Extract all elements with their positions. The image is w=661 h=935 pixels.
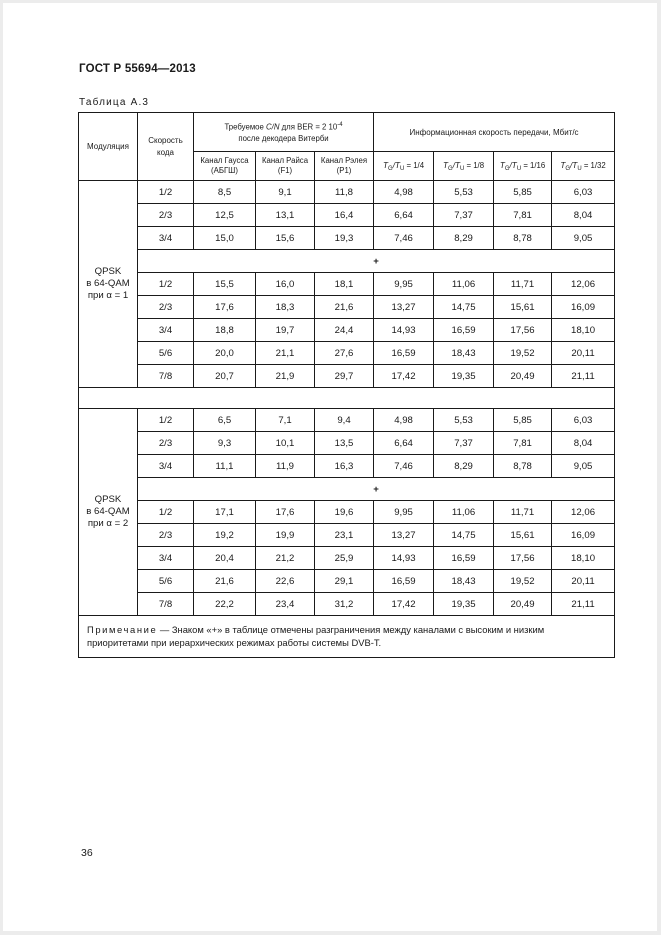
document-title: ГОСТ Р 55694—2013 xyxy=(79,63,196,75)
value-cell: 14,93 xyxy=(374,547,434,570)
table-row xyxy=(79,227,615,250)
header-code-rate xyxy=(138,113,194,181)
header-guard-interval-2: $T_G/T_U = 1/8$ xyxy=(434,152,494,181)
value-cell: 16,4 xyxy=(315,204,374,227)
group-separator-cell xyxy=(79,388,615,409)
modulation-cell xyxy=(79,181,138,388)
table-row xyxy=(79,181,615,204)
value-cell: 5,85 xyxy=(494,181,552,204)
group-separator-row xyxy=(79,388,615,409)
value-cell: 17,42 xyxy=(374,593,434,616)
value-cell: 11,06 xyxy=(434,501,494,524)
value-cell: 8,78 xyxy=(494,227,552,250)
value-cell: 17,56 xyxy=(494,319,552,342)
value-cell: 20,49 xyxy=(494,593,552,616)
value-cell: 11,06 xyxy=(434,273,494,296)
value-cell: 16,59 xyxy=(374,570,434,593)
table-row xyxy=(79,455,615,478)
value-cell: 8,04 xyxy=(552,432,615,455)
value-cell: 19,35 xyxy=(434,593,494,616)
header-channel-3: Канал Рэлея (P1) xyxy=(315,152,374,181)
value-cell: 20,11 xyxy=(552,570,615,593)
value-cell: 31,2 xyxy=(315,593,374,616)
code-rate-cell: 3/4 xyxy=(138,455,194,478)
table-row xyxy=(79,204,615,227)
value-cell: 12,06 xyxy=(552,501,615,524)
value-cell: 29,1 xyxy=(315,570,374,593)
value-cell: 13,5 xyxy=(315,432,374,455)
header-guard-interval-1: $T_G/T_U = 1/4$ xyxy=(374,152,434,181)
value-cell: 18,10 xyxy=(552,319,615,342)
value-cell: 9,05 xyxy=(552,455,615,478)
value-cell: 19,52 xyxy=(494,342,552,365)
value-cell: 6,64 xyxy=(374,432,434,455)
priority-separator-cell: + xyxy=(138,478,615,501)
value-cell: 19,35 xyxy=(434,365,494,388)
value-cell: 18,3 xyxy=(256,296,315,319)
code-rate-cell: 1/2 xyxy=(138,273,194,296)
code-rate-cell: 3/4 xyxy=(138,547,194,570)
value-cell: 21,2 xyxy=(256,547,315,570)
value-cell: 8,04 xyxy=(552,204,615,227)
header-guard-interval-4: $T_G/T_U = 1/32$ xyxy=(552,152,615,181)
value-cell: 11,71 xyxy=(494,273,552,296)
modulation-cell xyxy=(79,409,138,616)
value-cell: 5,53 xyxy=(434,181,494,204)
priority-separator-row xyxy=(79,478,615,501)
header-cn-required xyxy=(194,113,374,152)
value-cell: 11,1 xyxy=(194,455,256,478)
value-cell: 16,0 xyxy=(256,273,315,296)
value-cell: 19,3 xyxy=(315,227,374,250)
value-cell: 23,4 xyxy=(256,593,315,616)
value-cell: 20,7 xyxy=(194,365,256,388)
value-cell: 19,2 xyxy=(194,524,256,547)
code-rate-cell: 1/2 xyxy=(138,501,194,524)
table-row xyxy=(79,296,615,319)
page-number: 36 xyxy=(81,847,93,859)
value-cell: 17,42 xyxy=(374,365,434,388)
header-code-rate-text: Скорость кода xyxy=(148,135,183,157)
code-rate-cell: 2/3 xyxy=(138,296,194,319)
value-cell: 24,4 xyxy=(315,319,374,342)
value-cell: 9,4 xyxy=(315,409,374,432)
value-cell: 21,6 xyxy=(194,570,256,593)
value-cell: 7,81 xyxy=(494,432,552,455)
value-cell: 13,27 xyxy=(374,524,434,547)
value-cell: 16,09 xyxy=(552,524,615,547)
value-cell: 7,1 xyxy=(256,409,315,432)
note-cell xyxy=(79,616,615,658)
code-rate-cell: 7/8 xyxy=(138,593,194,616)
code-rate-cell: 3/4 xyxy=(138,319,194,342)
value-cell: 18,10 xyxy=(552,547,615,570)
value-cell: 13,1 xyxy=(256,204,315,227)
value-cell: 8,78 xyxy=(494,455,552,478)
modulation-line: QPSK xyxy=(94,494,122,505)
value-cell: 16,09 xyxy=(552,296,615,319)
code-rate-cell: 1/2 xyxy=(138,181,194,204)
value-cell: 18,43 xyxy=(434,570,494,593)
value-cell: 25,9 xyxy=(315,547,374,570)
value-cell: 20,4 xyxy=(194,547,256,570)
header-row xyxy=(79,113,615,152)
table-row xyxy=(79,501,615,524)
code-rate-cell: 2/3 xyxy=(138,432,194,455)
value-cell: 19,52 xyxy=(494,570,552,593)
value-cell: 22,6 xyxy=(256,570,315,593)
value-cell: 15,5 xyxy=(194,273,256,296)
value-cell: 4,98 xyxy=(374,409,434,432)
value-cell: 7,46 xyxy=(374,455,434,478)
value-cell: 17,6 xyxy=(194,296,256,319)
modulation-line: в 64-QAM xyxy=(86,278,130,289)
code-rate-cell: 2/3 xyxy=(138,524,194,547)
table-row xyxy=(79,273,615,296)
value-cell: 11,9 xyxy=(256,455,315,478)
priority-separator-cell: + xyxy=(138,250,615,273)
value-cell: 23,1 xyxy=(315,524,374,547)
table-row xyxy=(79,342,615,365)
value-cell: 21,1 xyxy=(256,342,315,365)
table-row xyxy=(79,524,615,547)
value-cell: 7,37 xyxy=(434,204,494,227)
value-cell: 27,6 xyxy=(315,342,374,365)
code-rate-cell: 1/2 xyxy=(138,409,194,432)
value-cell: 4,98 xyxy=(374,181,434,204)
value-cell: 16,3 xyxy=(315,455,374,478)
header-channel-2: Канал Райса (F1) xyxy=(256,152,315,181)
value-cell: 17,56 xyxy=(494,547,552,570)
value-cell: 20,0 xyxy=(194,342,256,365)
value-cell: 7,37 xyxy=(434,432,494,455)
value-cell: 9,95 xyxy=(374,273,434,296)
value-cell: 8,29 xyxy=(434,455,494,478)
note-row xyxy=(79,616,615,658)
value-cell: 9,05 xyxy=(552,227,615,250)
value-cell: 8,29 xyxy=(434,227,494,250)
value-cell: 6,03 xyxy=(552,409,615,432)
value-cell: 19,6 xyxy=(315,501,374,524)
header-cn-line2: после декодера Витерби xyxy=(238,133,329,143)
modulation-line: QPSK xyxy=(94,266,122,277)
value-cell: 21,9 xyxy=(256,365,315,388)
table-row xyxy=(79,432,615,455)
value-cell: 20,49 xyxy=(494,365,552,388)
value-cell: 16,59 xyxy=(374,342,434,365)
value-cell: 21,11 xyxy=(552,593,615,616)
value-cell: 18,8 xyxy=(194,319,256,342)
value-cell: 16,59 xyxy=(434,319,494,342)
data-table xyxy=(78,112,615,658)
value-cell: 15,6 xyxy=(256,227,315,250)
table-row xyxy=(79,409,615,432)
value-cell: 8,5 xyxy=(194,181,256,204)
value-cell: 5,53 xyxy=(434,409,494,432)
value-cell: 29,7 xyxy=(315,365,374,388)
note-text: — Знаком «+» в таблице отмечены разграничения между каналами с высоким и низким приоритетами при иерархических режимах работы системы DVB-T. xyxy=(87,624,545,648)
header-info-rate: Информационная скорость передачи, Мбит/с xyxy=(374,113,615,152)
header-guard-interval-3: $T_G/T_U = 1/16$ xyxy=(494,152,552,181)
code-rate-cell: 5/6 xyxy=(138,342,194,365)
code-rate-cell: 3/4 xyxy=(138,227,194,250)
value-cell: 19,7 xyxy=(256,319,315,342)
value-cell: 22,2 xyxy=(194,593,256,616)
table-row xyxy=(79,319,615,342)
value-cell: 5,85 xyxy=(494,409,552,432)
table-body xyxy=(79,113,615,658)
code-rate-cell: 5/6 xyxy=(138,570,194,593)
value-cell: 9,1 xyxy=(256,181,315,204)
value-cell: 9,95 xyxy=(374,501,434,524)
value-cell: 10,1 xyxy=(256,432,315,455)
value-cell: 13,27 xyxy=(374,296,434,319)
priority-separator-row xyxy=(79,250,615,273)
value-cell: 21,11 xyxy=(552,365,615,388)
table-row xyxy=(79,593,615,616)
note-prefix: Примечание xyxy=(87,624,158,635)
value-cell: 18,1 xyxy=(315,273,374,296)
header-cn-line1: Требуемое C/N для BER = 2 $10^{-4}$ xyxy=(224,122,343,132)
value-cell: 11,8 xyxy=(315,181,374,204)
value-cell: 17,1 xyxy=(194,501,256,524)
header-modulation: Модуляция xyxy=(79,113,138,181)
value-cell: 15,0 xyxy=(194,227,256,250)
value-cell: 11,71 xyxy=(494,501,552,524)
table-row xyxy=(79,570,615,593)
modulation-line: в 64-QAM xyxy=(86,506,130,517)
table-label: Таблица А.3 xyxy=(79,97,150,108)
value-cell: 6,5 xyxy=(194,409,256,432)
value-cell: 12,5 xyxy=(194,204,256,227)
value-cell: 6,64 xyxy=(374,204,434,227)
value-cell: 6,03 xyxy=(552,181,615,204)
value-cell: 9,3 xyxy=(194,432,256,455)
header-channel-1: Канал Гаусса (АБГШ) xyxy=(194,152,256,181)
value-cell: 7,46 xyxy=(374,227,434,250)
value-cell: 14,75 xyxy=(434,296,494,319)
code-rate-cell: 7/8 xyxy=(138,365,194,388)
value-cell: 16,59 xyxy=(434,547,494,570)
code-rate-cell: 2/3 xyxy=(138,204,194,227)
value-cell: 14,75 xyxy=(434,524,494,547)
value-cell: 17,6 xyxy=(256,501,315,524)
modulation-line: при α = 1 xyxy=(87,290,129,301)
value-cell: 15,61 xyxy=(494,296,552,319)
value-cell: 20,11 xyxy=(552,342,615,365)
value-cell: 12,06 xyxy=(552,273,615,296)
value-cell: 15,61 xyxy=(494,524,552,547)
value-cell: 14,93 xyxy=(374,319,434,342)
table-row xyxy=(79,365,615,388)
value-cell: 7,81 xyxy=(494,204,552,227)
value-cell: 19,9 xyxy=(256,524,315,547)
table-row xyxy=(79,547,615,570)
value-cell: 21,6 xyxy=(315,296,374,319)
modulation-line: при α = 2 xyxy=(87,518,129,529)
value-cell: 18,43 xyxy=(434,342,494,365)
